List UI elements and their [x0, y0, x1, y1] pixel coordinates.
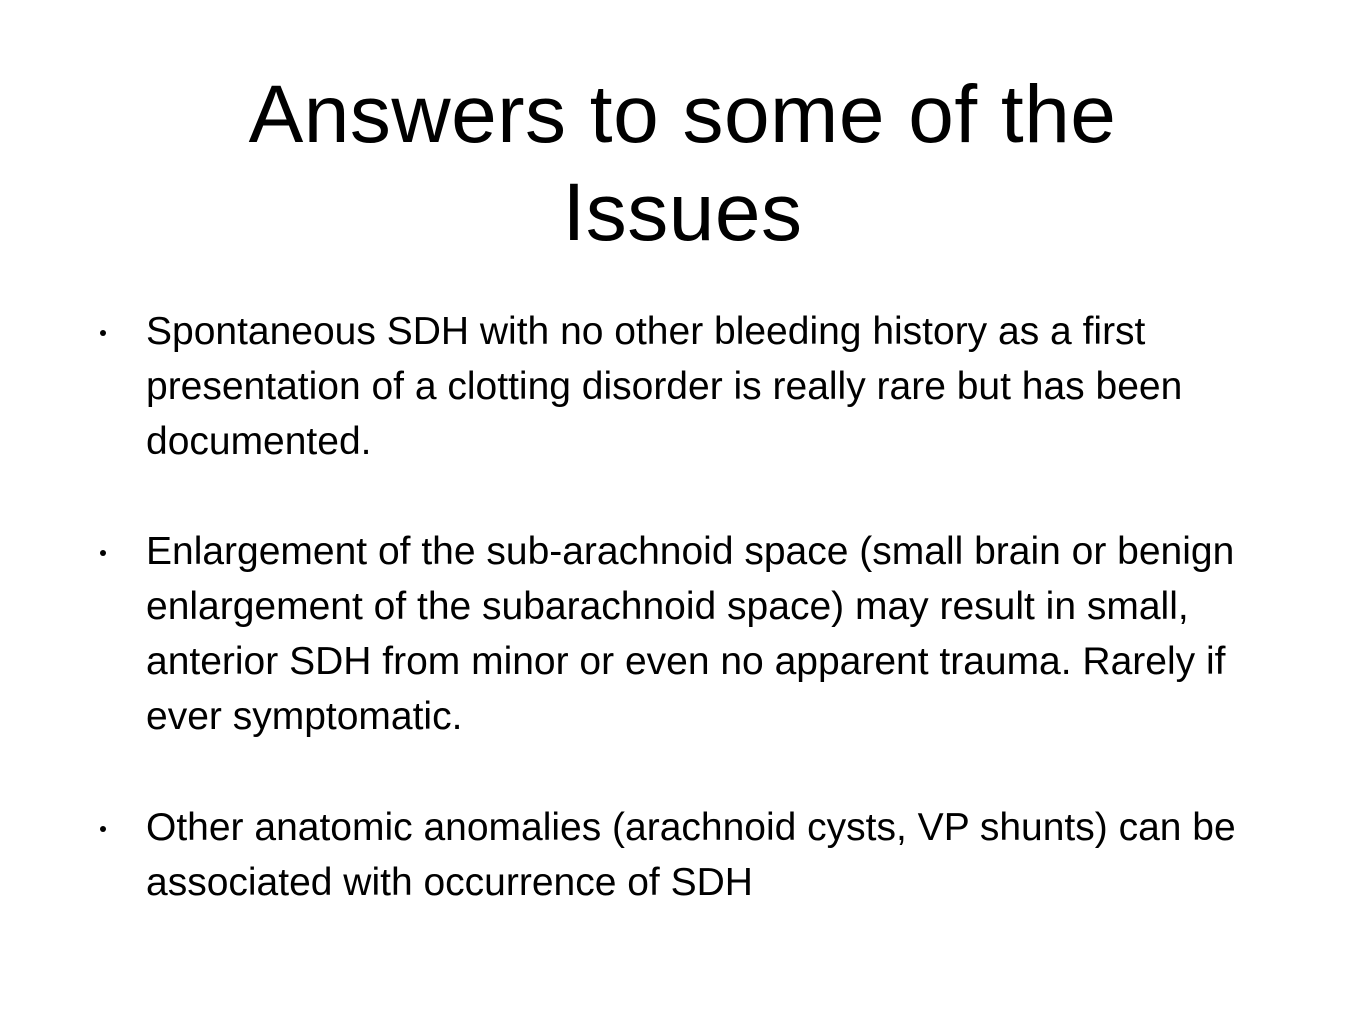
bullet-item	[96, 524, 1266, 744]
bullet-dot-icon	[100, 330, 106, 336]
bullet-text: Enlargement of the sub-arachnoid space (small brain or benign enlargement of the subarachnoid space) may result in small, anterior SDH from minor or even no apparent trauma. Rarely if ever symptomatic.	[146, 530, 1235, 738]
bullet-item	[96, 304, 1266, 469]
bullet-text: Other anatomic anomalies (arachnoid cysts, VP shunts) can be associated with occurrence of SDH	[146, 806, 1236, 904]
bullet-item	[96, 800, 1266, 910]
bullet-text: Spontaneous SDH with no other bleeding history as a first presentation of a clotting disorder is really rare but has been documented.	[146, 310, 1183, 463]
bullet-dot-icon	[100, 550, 106, 556]
slide-title: Answers to some of the Issues	[248, 69, 1117, 258]
bullet-dot-icon	[100, 826, 106, 832]
